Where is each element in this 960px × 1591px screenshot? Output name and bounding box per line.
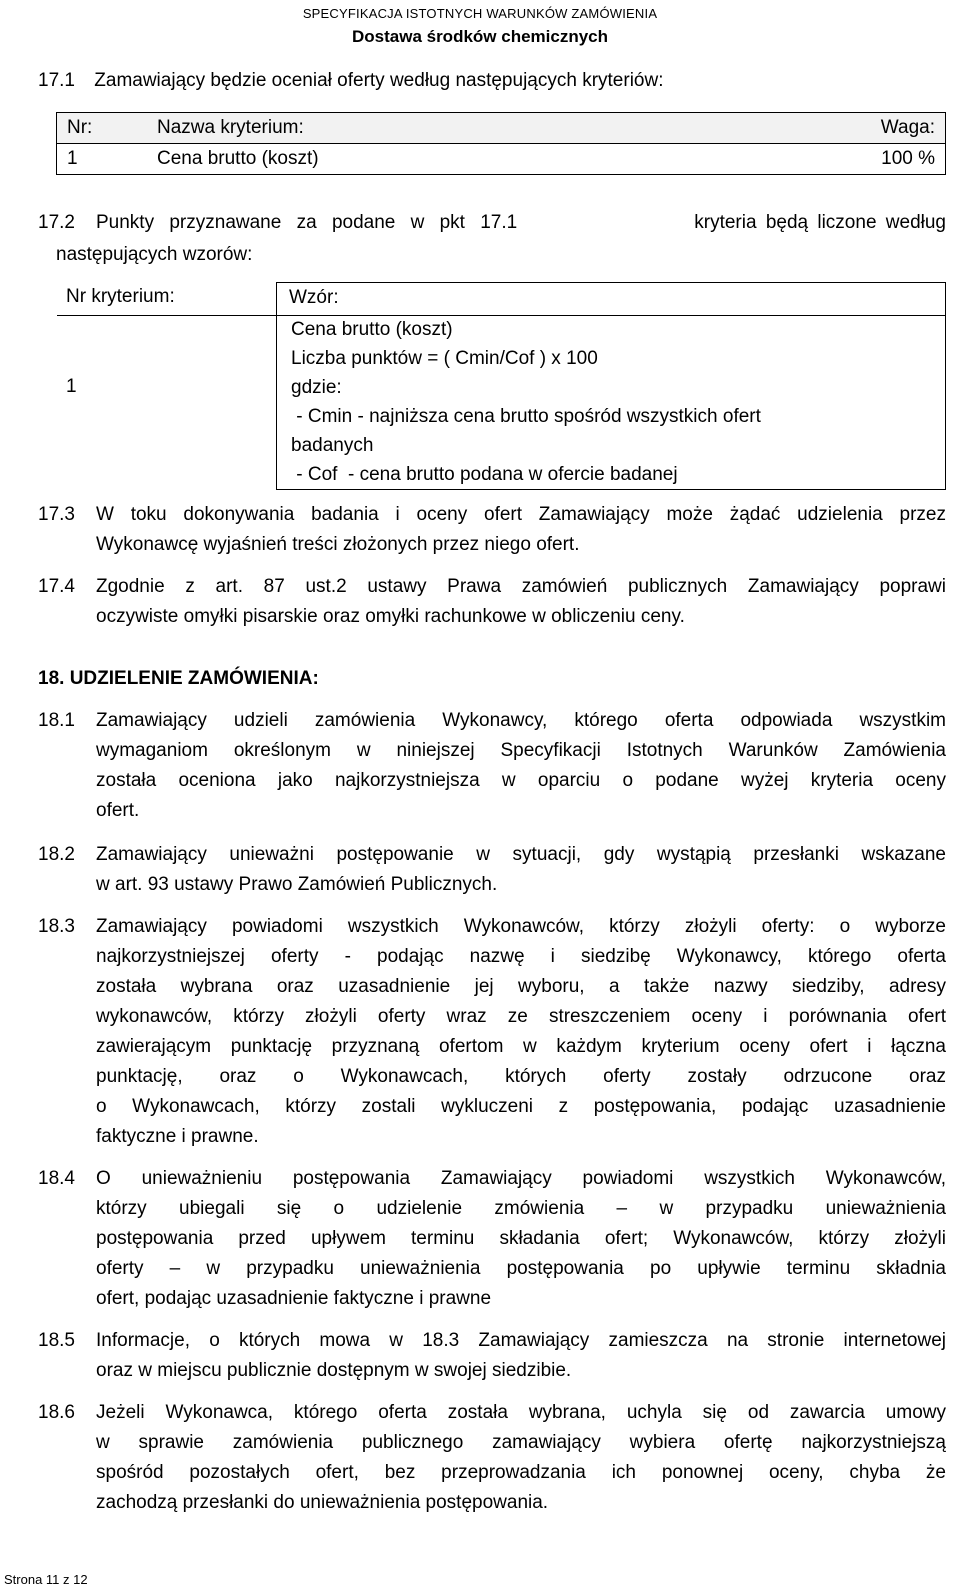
text-line: wykonawców, którzy złożyli oferty wraz ze streszczeniem oceny i porównania ofert: [96, 1006, 946, 1027]
section-number: 18.2: [38, 844, 75, 865]
formula-header-nr: Nr kryterium:: [66, 286, 175, 307]
text-line: Zamawiający udzieli zamówienia Wykonawcy, którego oferta odpowiada wszystkim: [96, 710, 946, 731]
section-text: [96, 912, 946, 1152]
header-nr: Nr:: [57, 113, 148, 144]
section-text: Zamawiający będzie oceniał oferty według następujących kryteriów:: [94, 70, 664, 91]
section-text: [96, 706, 946, 826]
section-17-3: [0, 500, 960, 562]
text-line: Informacje, o których mowa w 18.3 Zamawiający zamieszcza na stronie internetowej: [96, 1330, 946, 1351]
section-18-3: [0, 912, 960, 1158]
header-name: Nazwa kryterium:: [147, 113, 815, 144]
text-line: zachodzą przesłanki do unieważnienia postępowania.: [96, 1492, 549, 1513]
text-line: w art. 93 ustawy Prawo Zamówień Publicznych.: [96, 874, 498, 895]
section-number: 17.4: [38, 576, 75, 597]
text-line: Zgodnie z art. 87 ust.2 ustawy Prawa zamówień publicznych Zamawiający poprawi: [96, 576, 946, 597]
section-number: 18.5: [38, 1330, 75, 1351]
formula-line: badanych: [291, 435, 374, 456]
section-18-5: [0, 1326, 960, 1388]
text-line: w sprawie zamówienia publicznego zamawiający wybiera ofertę najkorzystniejszą: [96, 1432, 946, 1453]
section-18-6: [0, 1398, 960, 1522]
criteria-nr: 1: [57, 144, 148, 175]
header-weight: Waga:: [815, 113, 946, 144]
text-line: O unieważnieniu postępowania Zamawiający powiadomi wszystkich Wykonawców,: [96, 1168, 946, 1189]
formula-header-label: Wzór:: [289, 287, 339, 308]
text-line: ofert, podając uzasadnienie faktyczne i prawne: [96, 1288, 492, 1309]
text-line: oferty – w przypadku unieważnienia postępowania po upływie terminu składnia: [96, 1258, 946, 1279]
section-number: 17.2: [38, 212, 75, 233]
header-spec-title: SPECYFIKACJA ISTOTNYCH WARUNKÓW ZAMÓWIENIA: [302, 6, 658, 21]
section-18-2: [0, 840, 960, 902]
formula-line: Liczba punktów = ( Cmin/Cof ) x 100: [291, 348, 598, 369]
formula-line: - Cmin - najniższa cena brutto spośród wszystkich ofert: [291, 406, 761, 427]
section-17-4: [0, 572, 960, 634]
section-18-1: [0, 706, 960, 830]
section-17-2-cont: następujących wzorów:: [56, 244, 253, 265]
text-line: oraz w miejscu publicznie dostępnym w swojej siedzibie.: [96, 1360, 572, 1381]
text-line: zawierającym punktację przyznaną ofertom w każdym kryterium oceny ofert i łączna: [96, 1036, 946, 1057]
text-line: Zamawiający unieważni postępowanie w sytuacji, gdy wystąpią przesłanki wskazane: [96, 844, 946, 865]
section-text: [96, 500, 946, 560]
formula-nr: 1: [66, 376, 77, 397]
formula-line: gdzie:: [291, 377, 342, 398]
formula-table: [56, 282, 946, 490]
text-line: została wybrana oraz uzasadnienie jej wyboru, a także nazwy siedziby, adresy: [96, 976, 946, 997]
section-number: 17.1: [38, 70, 75, 91]
text-line: spośród pozostałych ofert, bez przeprowadzania ich ponownej oceny, chyba że: [96, 1462, 946, 1483]
section-number: 18.4: [38, 1168, 75, 1189]
criteria-name: Cena brutto (koszt): [147, 144, 815, 175]
formula-box: [276, 282, 946, 490]
page-number: Strona 11 z 12: [4, 1572, 88, 1587]
section-number: 18.1: [38, 710, 75, 731]
criteria-table: [56, 112, 946, 175]
section-text: [96, 1398, 946, 1518]
section-18-heading: 18. UDZIELENIE ZAMÓWIENIA:: [38, 668, 319, 689]
section-text: [96, 1164, 946, 1314]
criteria-header-row: [57, 113, 946, 144]
text-line: oczywiste omyłki pisarskie oraz omyłki rachunkowe w obliczeniu ceny.: [96, 606, 685, 627]
criteria-row: [57, 144, 946, 175]
section-17-2: [38, 208, 946, 238]
text-line: W toku dokonywania badania i oceny ofert Zamawiający może żądać udzielenia przez: [96, 504, 946, 525]
section-17-1: [38, 66, 664, 96]
text-line: wymaganiom określonym w niniejszej Specyfikacji Istotnych Warunków Zamówienia: [96, 740, 946, 761]
text-line: punktację, oraz o Wykonawcach, których oferty zostały odrzucone oraz: [96, 1066, 946, 1087]
text-line: postępowania przed upływem terminu składania ofert; Wykonawców, którzy złożyli: [96, 1228, 946, 1249]
page-header: [260, 6, 700, 48]
text-line: ofert.: [96, 800, 140, 821]
section-number: 18.6: [38, 1402, 75, 1423]
formula-line: - Cof - cena brutto podana w ofercie badanej: [291, 464, 678, 485]
section-text: [96, 840, 946, 900]
formula-line: Cena brutto (koszt): [291, 319, 453, 340]
criteria-weight: 100 %: [815, 144, 946, 175]
section-number: 17.3: [38, 504, 75, 525]
section-number: 18.3: [38, 916, 75, 937]
section-text: [96, 572, 946, 632]
text-line: została oceniona jako najkorzystniejsza w oparciu o podane wyżej kryteria oceny: [96, 770, 946, 791]
header-subject: Dostawa środków chemicznych: [351, 27, 609, 46]
section-text: [96, 1326, 946, 1386]
formula-divider: [57, 315, 945, 316]
section-18-4: [0, 1164, 960, 1319]
section-text-left: Punkty przyznawane za podane w pkt 17.1: [96, 212, 518, 233]
text-line: Jeżeli Wykonawca, którego oferta została wybrana, uchyla się od zawarcia umowy: [96, 1402, 946, 1423]
text-line: najkorzystniejszej oferty - podając nazwę i siedzibę Wykonawcy, którego oferta: [96, 946, 946, 967]
text-line: o Wykonawcach, którzy zostali wykluczeni z postępowania, podając uzasadnienie: [96, 1096, 946, 1117]
text-line: Zamawiający powiadomi wszystkich Wykonawców, którzy złożyli oferty: o wyborze: [96, 916, 946, 937]
text-line: Wykonawcę wyjaśnień treści złożonych przez niego ofert.: [96, 534, 580, 555]
text-line: którzy ubiegali się o udzielenie zmówienia – w przypadku unieważnienia: [96, 1198, 946, 1219]
text-line: faktyczne i prawne.: [96, 1126, 259, 1147]
section-text-right: kryteria będą liczone według: [694, 212, 946, 233]
